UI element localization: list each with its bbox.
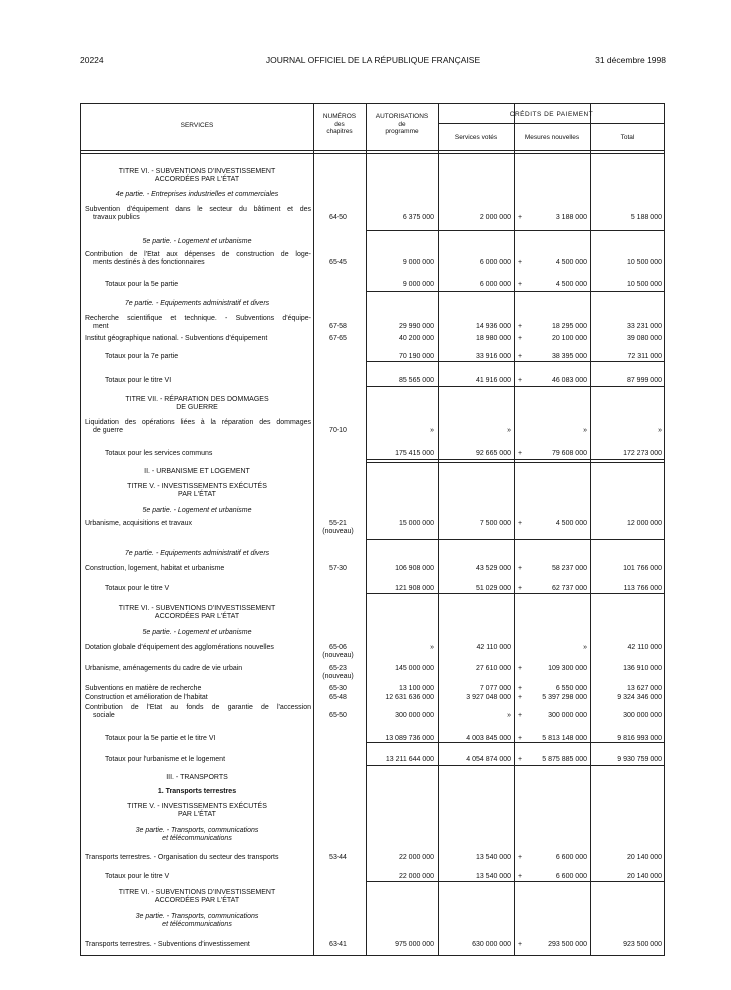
mesures-nouvelles-value: 300 000 000 — [548, 712, 587, 719]
autorisations-value: 13 211 644 000 — [385, 756, 434, 763]
autorisations-value: 175 415 000 — [395, 450, 434, 457]
row-label — [85, 251, 311, 267]
row-label-line: Totaux pour le titre VI — [105, 377, 172, 384]
row-label-line: Totaux pour la 7e partie — [105, 353, 179, 360]
section-title: PAR L'ÉTAT — [178, 811, 216, 818]
row-label-line: Recherche scientifique et technique. - Subventions d'équipe- — [85, 315, 311, 322]
mesures-nouvelles-value: 4 500 000 — [555, 520, 587, 527]
section-title: et télécommunications — [162, 921, 232, 928]
row-label — [105, 281, 311, 289]
section-title: II. - URBANISME ET LOGEMENT — [144, 468, 250, 475]
mesures-nouvelles-value: 5 875 885 000 — [542, 756, 587, 763]
section-title: DE GUERRE — [176, 404, 218, 411]
total-underline — [366, 291, 665, 292]
section-title: TITRE V. - INVESTISSEMENTS EXÉCUTÉS — [127, 803, 267, 810]
row-label-line: Subvention d'équipement dans le secteur du bâtiment et des — [85, 206, 311, 213]
mesures-nouvelles-value: 18 295 000 — [551, 323, 587, 330]
row-label-line: Liquidation des opérations liées à la réparation des dommages — [85, 419, 311, 426]
section-title: 3e partie. - Transports, communications — [135, 827, 259, 834]
row-label-line: Transports terrestres. - Subventions d'investissement — [85, 941, 250, 948]
row-label-line: Urbanisme, aménagements du cadre de vie urbain — [85, 665, 243, 672]
total-underline — [366, 881, 665, 882]
row-label — [85, 335, 311, 343]
chapter-number: 63-41 — [329, 941, 347, 948]
row-label-line: Construction, logement, habitat et urbanisme — [85, 565, 225, 572]
chapter-number: 67-58 — [329, 323, 347, 330]
col-header-line: NUMÉROS — [322, 113, 357, 120]
row-label-line: travaux publics — [93, 214, 140, 221]
section-title: TITRE VI. - SUBVENTIONS D'INVESTISSEMENT — [118, 168, 276, 175]
total-value: 172 273 000 — [623, 450, 662, 457]
autorisations-value: 9 000 000 — [402, 259, 434, 266]
plus-sign: + — [518, 259, 523, 266]
total-value: 923 500 000 — [623, 941, 662, 948]
col-header-total: Total — [620, 134, 635, 141]
section-title: et télécommunications — [162, 835, 232, 842]
col-header-line: AUTORISATIONS — [375, 113, 429, 120]
autorisations-value: 145 000 000 — [395, 665, 434, 672]
row-label-line: Transports terrestres. - Organisation du secteur des transports — [85, 854, 279, 861]
col-divider — [438, 104, 439, 955]
mesures-nouvelles-value: 6 600 000 — [555, 873, 587, 880]
row-label-line: Totaux pour le titre V — [105, 585, 170, 592]
mesures-nouvelles-value: 5 813 148 000 — [542, 735, 587, 742]
total-value: 20 140 000 — [626, 854, 662, 861]
total-value: 12 000 000 — [626, 520, 662, 527]
total-underline — [366, 765, 665, 766]
services-votes-value: 33 916 000 — [475, 353, 511, 360]
row-label — [105, 735, 311, 743]
section-title: 5e partie. - Logement et urbanisme — [142, 507, 252, 514]
autorisations-value: 85 565 000 — [398, 377, 434, 384]
autorisations-value: 975 000 000 — [395, 941, 434, 948]
row-label-line: Contribution de l'Etat aux dépenses de construction de loge- — [85, 251, 311, 258]
total-value: 20 140 000 — [626, 873, 662, 880]
chapter-note: (nouveau) — [322, 673, 354, 680]
row-label-line: Totaux pour la 5e partie — [105, 281, 179, 288]
section-title: ACCORDÉES PAR L'ÉTAT — [154, 613, 240, 620]
section-title: 3e partie. - Transports, communications — [135, 913, 259, 920]
total-underline — [366, 459, 665, 460]
section-title: TITRE VI. - SUBVENTIONS D'INVESTISSEMENT — [118, 889, 276, 896]
section-title: TITRE V. - INVESTISSEMENTS EXÉCUTÉS — [127, 483, 267, 490]
row-label-line: sociale — [93, 712, 115, 719]
col-header-mesures: Mesures nouvelles — [524, 134, 580, 141]
autorisations-value: 22 000 000 — [398, 873, 434, 880]
services-votes-value: 6 000 000 — [479, 281, 511, 288]
plus-sign: + — [518, 665, 523, 672]
plus-sign: + — [518, 520, 523, 527]
row-label-line: Institut géographique national. - Subventions d'équipement — [85, 335, 268, 342]
total-value: 9 324 346 000 — [617, 694, 662, 701]
services-votes-value: 43 529 000 — [475, 565, 511, 572]
total-underline — [366, 230, 665, 231]
services-votes-value: 18 980 000 — [475, 335, 511, 342]
mesures-nouvelles-value: 293 500 000 — [548, 941, 587, 948]
chapter-note: (nouveau) — [322, 528, 354, 535]
mesures-nouvelles-value: 109 300 000 — [548, 665, 587, 672]
total-underline — [366, 539, 665, 540]
services-votes-value: 4 003 845 000 — [466, 735, 511, 742]
col-header-chapitres — [313, 113, 366, 136]
plus-sign: + — [518, 735, 523, 742]
mesures-nouvelles-value: 20 100 000 — [551, 335, 587, 342]
col-header-autorisations — [366, 113, 438, 136]
row-label — [85, 644, 311, 652]
plus-sign: + — [518, 712, 523, 719]
total-value: 87 999 000 — [626, 377, 662, 384]
chapter-number: 65-48 — [329, 694, 347, 701]
total-value: 13 627 000 — [626, 685, 662, 692]
chapter-number: 70-10 — [329, 427, 347, 434]
row-label-line: Subventions en matière de recherche — [85, 685, 202, 692]
publication-date: 31 décembre 1998 — [595, 55, 666, 65]
total-value: 33 231 000 — [626, 323, 662, 330]
section-title: 7e partie. - Equipements administratif et divers — [124, 300, 270, 307]
row-label — [105, 873, 311, 881]
journal-title: JOURNAL OFFICIEL DE LA RÉPUBLIQUE FRANÇAISE — [265, 55, 481, 65]
autorisations-value: 121 908 000 — [395, 585, 434, 592]
section-title: 4e partie. - Entreprises industrielles et commerciales — [115, 191, 279, 198]
mesures-nouvelles-value: 6 550 000 — [555, 685, 587, 692]
autorisations-value: 106 908 000 — [395, 565, 434, 572]
row-label — [85, 854, 311, 862]
row-label — [85, 520, 311, 528]
row-label — [105, 450, 311, 458]
autorisations-value: 70 190 000 — [398, 353, 434, 360]
services-votes-value: » — [507, 712, 511, 719]
row-label — [85, 206, 311, 222]
total-underline — [366, 462, 665, 463]
row-label-line: ments destinés à des fonctionnaires — [93, 259, 205, 266]
chapter-number: 53-44 — [329, 854, 347, 861]
plus-sign: + — [518, 323, 523, 330]
row-label-line: Dotation globale d'équipement des agglomérations nouvelles — [85, 644, 274, 651]
chapter-note: (nouveau) — [322, 652, 354, 659]
row-label — [85, 419, 311, 435]
section-title: ACCORDÉES PAR L'ÉTAT — [154, 176, 240, 183]
services-votes-value: 14 936 000 — [475, 323, 511, 330]
col-header-line: des — [334, 120, 345, 128]
section-title: III. - TRANSPORTS — [166, 774, 228, 781]
plus-sign: + — [518, 565, 523, 572]
col-header-line: chapitres — [326, 128, 353, 135]
chapter-number: 57-30 — [329, 565, 347, 572]
mesures-nouvelles-value: 58 237 000 — [551, 565, 587, 572]
section-title: TITRE VII. - RÉPARATION DES DOMMAGES — [125, 396, 269, 403]
col-header-services-votes: Services votés — [454, 134, 498, 141]
row-label — [105, 585, 311, 593]
services-votes-value: 13 540 000 — [475, 854, 511, 861]
plus-sign: + — [518, 281, 523, 288]
chapter-number: 65-30 — [329, 685, 347, 692]
services-votes-value: 51 029 000 — [475, 585, 511, 592]
col-header-credits: CRÉDITS DE PAIEMENT — [509, 111, 594, 118]
services-votes-value: » — [507, 427, 511, 434]
mesures-nouvelles-value: 3 188 000 — [555, 214, 587, 221]
plus-sign: + — [518, 694, 523, 701]
autorisations-value: 6 375 000 — [402, 214, 434, 221]
total-underline — [366, 593, 665, 594]
autorisations-value: 12 631 636 000 — [385, 694, 434, 701]
autorisations-value: 29 990 000 — [398, 323, 434, 330]
col-divider — [590, 104, 591, 955]
row-label-line: Totaux pour l'urbanisme et le logement — [105, 756, 226, 763]
autorisations-value: 13 100 000 — [398, 685, 434, 692]
page-header — [80, 55, 666, 69]
plus-sign: + — [518, 585, 523, 592]
mesures-nouvelles-value: 38 395 000 — [551, 353, 587, 360]
mesures-nouvelles-value: 46 083 000 — [551, 377, 587, 384]
total-underline — [366, 386, 665, 387]
services-votes-value: 92 665 000 — [475, 450, 511, 457]
plus-sign: + — [518, 214, 523, 221]
autorisations-value: 40 200 000 — [398, 335, 434, 342]
autorisations-value: » — [430, 427, 434, 434]
chapter-number: 65-23 — [329, 665, 347, 672]
row-label-line: Totaux pour les services communs — [105, 450, 213, 457]
autorisations-value: 22 000 000 — [398, 854, 434, 861]
row-label — [105, 377, 311, 385]
chapter-number: 55-21 — [329, 520, 347, 527]
col-divider — [514, 104, 515, 955]
plus-sign: + — [518, 377, 523, 384]
col-divider — [366, 104, 367, 955]
col-header-services: SERVICES — [180, 122, 214, 129]
mesures-nouvelles-value: » — [583, 644, 587, 651]
total-underline — [366, 361, 665, 362]
services-votes-value: 3 927 048 000 — [466, 694, 511, 701]
mesures-nouvelles-value: 4 500 000 — [555, 259, 587, 266]
autorisations-value: 300 000 000 — [395, 712, 434, 719]
plus-sign: + — [518, 854, 523, 861]
services-votes-value: 41 916 000 — [475, 377, 511, 384]
row-label-line: Totaux pour le titre V — [105, 873, 170, 880]
autorisations-value: 15 000 000 — [398, 520, 434, 527]
chapter-number: 65-45 — [329, 259, 347, 266]
row-label — [105, 353, 311, 361]
budget-table — [80, 103, 665, 956]
mesures-nouvelles-value: 62 737 000 — [551, 585, 587, 592]
row-label — [85, 694, 311, 702]
mesures-nouvelles-value: 79 608 000 — [551, 450, 587, 457]
chapter-number: 65-06 — [329, 644, 347, 651]
header-divider — [81, 150, 664, 151]
total-value: 300 000 000 — [623, 712, 662, 719]
services-votes-value: 630 000 000 — [472, 941, 511, 948]
row-label — [105, 756, 311, 764]
mesures-nouvelles-value: 4 500 000 — [555, 281, 587, 288]
total-value: 136 910 000 — [623, 665, 662, 672]
mesures-nouvelles-value: 5 397 298 000 — [542, 694, 587, 701]
total-value: 72 311 000 — [627, 353, 662, 360]
plus-sign: + — [518, 335, 523, 342]
total-value: 9 930 759 000 — [617, 756, 662, 763]
services-votes-value: 7 500 000 — [479, 520, 511, 527]
total-value: 113 766 000 — [623, 585, 662, 592]
plus-sign: + — [518, 756, 523, 763]
row-label-line: ment — [93, 323, 109, 330]
total-value: 10 500 000 — [626, 259, 662, 266]
autorisations-value: 9 000 000 — [402, 281, 434, 288]
section-title: ACCORDÉES PAR L'ÉTAT — [154, 897, 240, 904]
services-votes-value: 7 077 000 — [479, 685, 511, 692]
mesures-nouvelles-value: » — [583, 427, 587, 434]
services-votes-value: 6 000 000 — [479, 259, 511, 266]
chapter-number: 64-50 — [329, 214, 347, 221]
section-title: 7e partie. - Equipements administratif et divers — [124, 550, 270, 557]
plus-sign: + — [518, 873, 523, 880]
total-value: » — [658, 427, 662, 434]
row-label — [85, 315, 311, 331]
header-divider — [81, 153, 664, 154]
total-value: 5 188 000 — [630, 214, 662, 221]
plus-sign: + — [518, 941, 523, 948]
row-label — [85, 685, 311, 693]
plus-sign: + — [518, 450, 523, 457]
row-label — [85, 941, 311, 949]
row-label-line: Urbanisme, acquisitions et travaux — [85, 520, 192, 527]
section-title: 5e partie. - Logement et urbanisme — [142, 238, 252, 245]
services-votes-value: 13 540 000 — [475, 873, 511, 880]
services-votes-value: 4 054 874 000 — [466, 756, 511, 763]
autorisations-value: 13 089 736 000 — [385, 735, 434, 742]
total-value: 39 080 000 — [626, 335, 662, 342]
total-value: 101 766 000 — [623, 565, 662, 572]
row-label-line: de guerre — [93, 427, 123, 434]
row-label-line: Totaux pour la 5e partie et le titre VI — [105, 735, 216, 742]
section-title: 5e partie. - Logement et urbanisme — [142, 629, 252, 636]
col-header-line: de — [398, 120, 406, 128]
total-value: 42 110 000 — [627, 644, 662, 651]
chapter-number: 67-65 — [329, 335, 347, 342]
credits-divider — [438, 123, 665, 124]
row-label — [85, 704, 311, 720]
section-title: PAR L'ÉTAT — [178, 491, 216, 498]
total-value: 10 500 000 — [626, 281, 662, 288]
mesures-nouvelles-value: 6 600 000 — [555, 854, 587, 861]
page-number: 20224 — [80, 55, 104, 65]
plus-sign: + — [518, 685, 523, 692]
row-label-line: Construction et amélioration de l'habitat — [85, 694, 208, 701]
total-value: 9 816 993 000 — [617, 735, 662, 742]
row-label — [85, 565, 311, 573]
autorisations-value: » — [430, 644, 434, 651]
services-votes-value: 42 110 000 — [476, 644, 511, 651]
chapter-number: 65-50 — [329, 712, 347, 719]
plus-sign: + — [518, 353, 523, 360]
col-header-line: programme — [385, 128, 419, 135]
section-title: 1. Transports terrestres — [157, 788, 237, 795]
services-votes-value: 27 610 000 — [475, 665, 511, 672]
services-votes-value: 2 000 000 — [479, 214, 511, 221]
row-label — [85, 665, 311, 673]
row-label-line: Contribution de l'Etat au fonds de garantie de l'accession — [85, 704, 311, 711]
section-title: TITRE VI. - SUBVENTIONS D'INVESTISSEMENT — [118, 605, 276, 612]
